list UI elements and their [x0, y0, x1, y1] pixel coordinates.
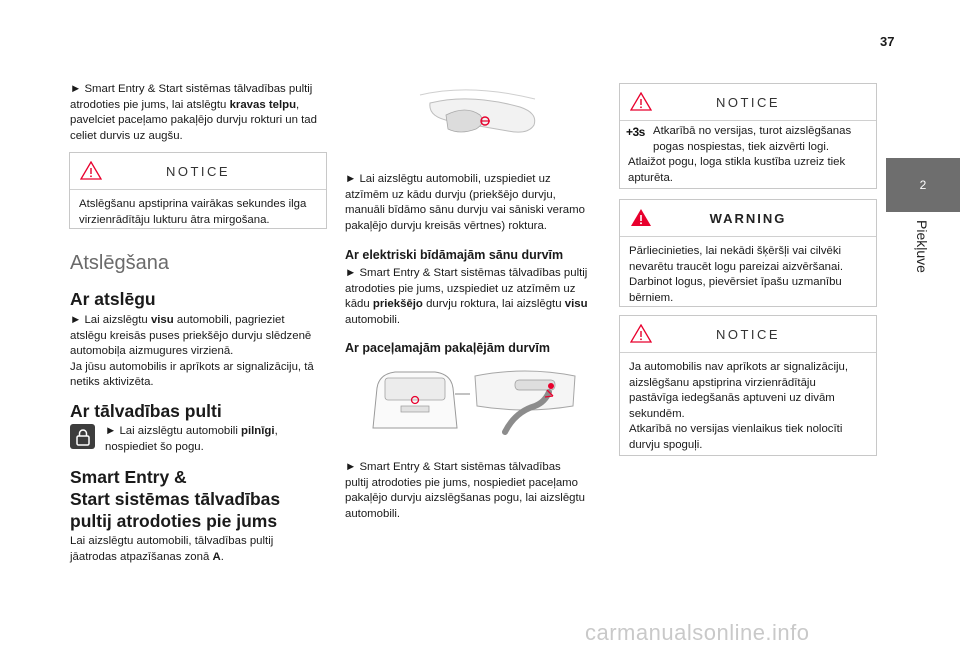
warning-line: nevarētu traucēt logu pareizai aizvēršanai. — [629, 260, 844, 273]
tailgate-illustration — [365, 366, 585, 436]
key-line: atslēgu kreisās puses priekšējo durvju slēdzenē — [70, 329, 312, 342]
key-text: ► Lai aizslēgtu — [70, 314, 151, 326]
remote-paragraph — [105, 424, 330, 455]
heading-smart-entry — [70, 466, 280, 532]
sliding-text: durvju roktura, lai aizslēgtu — [422, 298, 565, 311]
notice-line: Atslēgšanu apstiprina vairākas sekundes ilga — [79, 198, 307, 210]
smart-bold: A — [212, 550, 221, 563]
sliding-paragraph — [345, 266, 607, 328]
notice-title: NOTICE — [715, 94, 781, 110]
tailgate-line: automobili. — [345, 507, 401, 520]
chapter-label — [886, 212, 960, 342]
warning-line: bērniem. — [629, 291, 674, 304]
sliding-bold: visu — [564, 298, 588, 311]
notice-title: NOTICE — [165, 163, 231, 179]
intro-punct: , — [296, 98, 300, 111]
key-bold: visu — [150, 314, 174, 326]
notice-body — [628, 124, 872, 186]
lock-button-icon — [70, 424, 95, 449]
heading-sliding-doors: Ar elektriski bīdāmajām sānu durvīm — [345, 248, 564, 262]
notice-line: aizslēgšanu apstiprina virzienrādītāju — [629, 376, 816, 389]
intro-bold: kravas telpu — [229, 98, 297, 111]
sliding-bold: priekšējo — [372, 298, 423, 311]
warning-line: Pārliecinieties, lai nekādi šķēršļi vai cilvēki — [629, 245, 842, 257]
handle-paragraph — [345, 172, 607, 234]
remote-line: nospiediet šo pogu. — [105, 440, 204, 453]
notice-body — [70, 190, 326, 234]
sliding-line: automobili. — [345, 313, 401, 326]
heading-line: pultij atrodoties pie jums — [70, 511, 278, 531]
door-handle-illustration — [410, 85, 550, 145]
notice-line: apturēta. — [628, 171, 673, 184]
notice-line: virzienrādītāju lukturu ātra mirgošana. — [79, 213, 270, 226]
heading-key: Ar atslēgu — [70, 289, 156, 309]
intro-line: ► Smart Entry & Start sistēmas tālvadības pultij — [70, 83, 313, 95]
warning-line: Darbinot logus, pievērsiet īpašu uzmanību — [629, 276, 842, 289]
notice-header — [620, 316, 876, 353]
key-line: Ja jūsu automobilis ir aprīkots ar signalizāciju, tā — [70, 360, 314, 373]
warning-filled-icon — [630, 208, 652, 227]
heading-line: Smart Entry & — [70, 467, 187, 487]
notice-line: pastāvīga iedegšanās aptuveni uz divām — [629, 392, 835, 405]
handle-line: atzīmēm uz kādu durvju (priekšējo durvju, — [345, 188, 556, 201]
remote-bold: pilnīgi — [241, 425, 275, 437]
key-line: automobiļa aizmugures virzienā. — [70, 345, 234, 358]
handle-line: pakaļējo durvju kreisās vērtnes) roktura. — [345, 219, 547, 232]
notice-box-1 — [69, 152, 327, 229]
intro-line: atrodoties pie jums, lai atslēgtu — [70, 98, 230, 111]
notice-title: NOTICE — [715, 326, 781, 342]
heading-remote: Ar tālvadības pulti — [70, 401, 222, 421]
remote-text: ► Lai aizslēgtu automobili — [105, 425, 242, 437]
sliding-line: atrodoties pie jums, uzspiediet uz atzīmēm uz — [345, 282, 576, 295]
key-line: netiks aktivizēta. — [70, 376, 154, 389]
notice-header — [620, 84, 876, 121]
intro-paragraph — [70, 82, 332, 144]
section-title: Atslēgšana — [70, 252, 169, 274]
warning-triangle-icon — [630, 92, 652, 111]
notice-line: Atkarībā no versijas vienlaikus tiek nolocīti — [629, 423, 843, 436]
intro-line: celiet durvis uz augšu. — [70, 129, 183, 142]
notice-line: pogas nospiestas, tiek aizvērti logi. — [653, 140, 830, 153]
page-number: 37 — [880, 34, 895, 49]
tailgate-paragraph — [345, 460, 607, 522]
tailgate-line: pultij atrodoties pie jums, nospiediet paceļamo — [345, 476, 579, 489]
warning-header — [620, 200, 876, 237]
notice-header — [70, 153, 326, 190]
tailgate-line: pakaļējo durvju aizslēgšanas pogu, lai aizslēgtu — [345, 492, 585, 505]
sliding-line: ► Smart Entry & Start sistēmas tālvadības pultij — [345, 267, 588, 279]
intro-line: pavelciet paceļamo pakaļējo durvju rokturi un tad — [70, 114, 317, 127]
smart-punct: . — [220, 550, 224, 563]
key-paragraph — [70, 313, 332, 391]
warning-box — [619, 199, 877, 307]
handle-line: manuāli bīdāmo sānu durvju vai sāniski veramo — [345, 204, 585, 217]
notice-body — [620, 353, 876, 460]
remote-punct: , — [274, 425, 278, 437]
handle-line: ► Lai aizslēgtu automobili, uzspiediet uz — [345, 173, 551, 185]
notice-line: sekundēm. — [629, 407, 685, 420]
key-text: automobili, pagrieziet — [173, 314, 285, 326]
warning-body — [620, 237, 876, 312]
notice-line: Atlaižot pogu, loga stikla kustība uzreiz tiek — [628, 156, 846, 169]
sliding-text: kādu — [345, 298, 373, 311]
chapter-tab[interactable] — [886, 158, 960, 212]
chapter-number: 2 — [919, 178, 927, 192]
hold-3s-label: +3s — [626, 125, 645, 139]
warning-triangle-icon — [80, 161, 102, 180]
notice-box-3 — [619, 315, 877, 456]
heading-tailgate: Ar paceļamajām pakaļējām durvīm — [345, 341, 550, 355]
smart-paragraph — [70, 534, 332, 565]
notice-box-2 — [619, 83, 877, 189]
smart-line: Lai aizslēgtu automobili, tālvadības pultij — [70, 535, 274, 547]
chapter-label-text: Piekļuve — [914, 220, 930, 273]
notice-line: Atkarībā no versijas, turot aizslēgšanas — [653, 125, 852, 137]
heading-line: Start sistēmas tālvadības — [70, 489, 281, 509]
smart-text: jāatrodas atpazīšanas zonā — [70, 550, 213, 563]
notice-line: Ja automobilis nav aprīkots ar signalizāciju, — [629, 361, 849, 373]
warning-triangle-icon — [630, 324, 652, 343]
warning-title: WARNING — [709, 210, 787, 226]
notice-line: durvju spoguļi. — [629, 438, 703, 451]
watermark: carmanualsonline.info — [585, 620, 810, 645]
tailgate-line: ► Smart Entry & Start sistēmas tālvadības — [345, 461, 561, 473]
